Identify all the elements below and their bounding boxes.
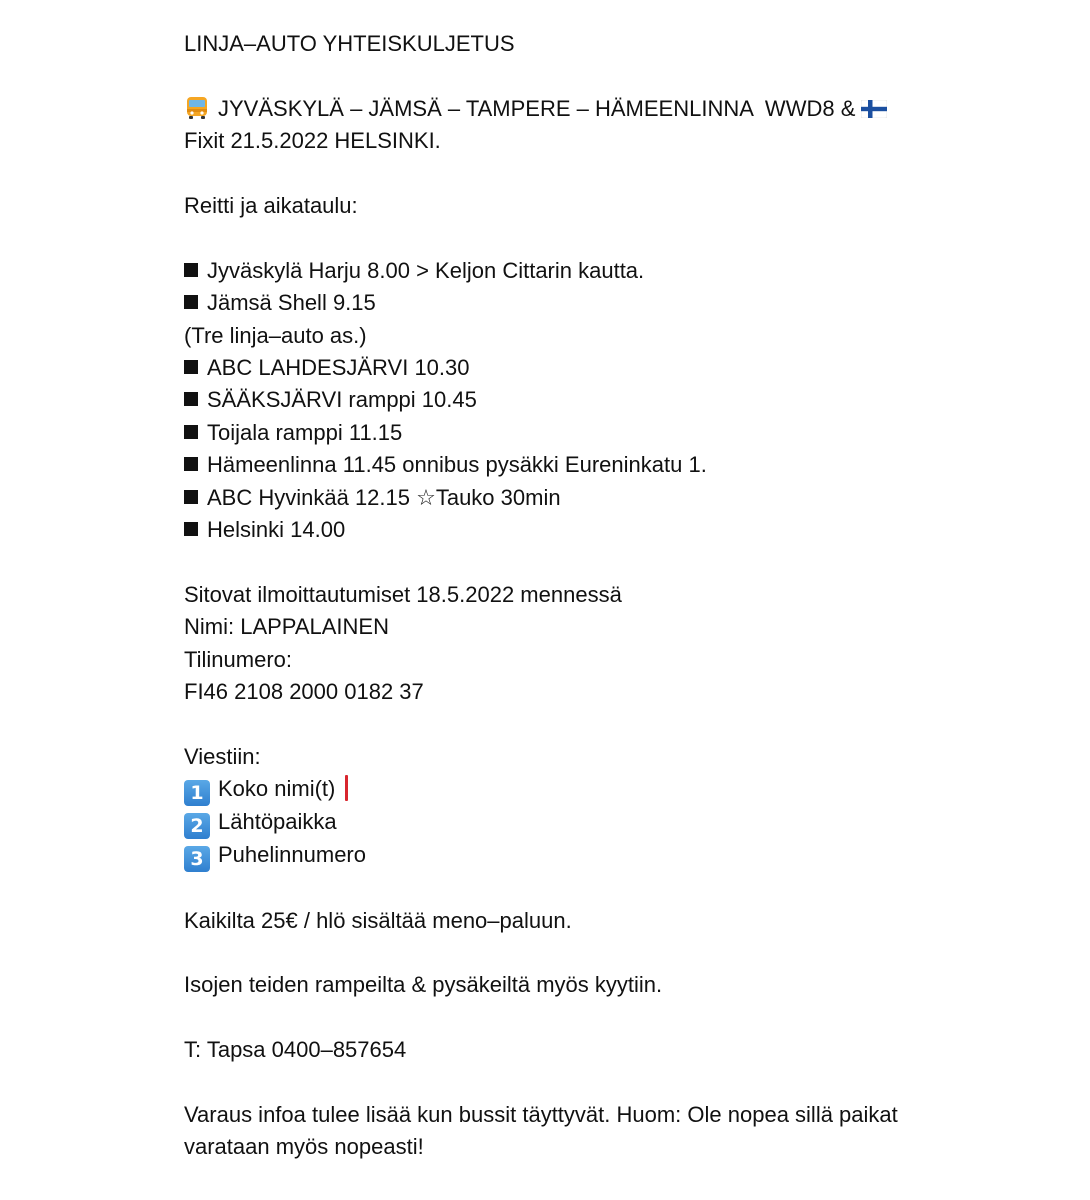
schedule-item [184, 255, 1050, 287]
route-header-line2: Fixit 21.5.2022 HELSINKI. [184, 128, 441, 154]
account-number: FI46 2108 2000 0182 37 [184, 679, 424, 705]
square-bullet-icon [184, 263, 198, 277]
schedule-item [184, 514, 1050, 546]
spacer [184, 872, 1050, 904]
schedule-item-text: Toijala ramppi 11.15 [207, 419, 403, 445]
spacer [184, 546, 1050, 578]
message-item-text: Lähtöpaikka [218, 809, 337, 835]
schedule-item-text: Hämeenlinna 11.45 onnibus pysäkki Eureninkatu 1. [207, 452, 707, 478]
price-note: Kaikilta 25€ / hlö sisältää meno–paluun. [184, 907, 572, 933]
schedule-item-text: Helsinki 14.00 [207, 517, 346, 543]
finland-flag-icon [861, 95, 887, 113]
keycap-1-icon: 1 [184, 780, 210, 806]
schedule-item [184, 384, 1050, 416]
square-bullet-icon [184, 457, 198, 471]
schedule-item [184, 482, 1050, 514]
message-heading: Viestiin: [184, 743, 261, 769]
keycap-2-icon: 2 [184, 813, 210, 839]
square-bullet-icon [184, 295, 198, 309]
square-bullet-icon [184, 522, 198, 536]
schedule-item [184, 287, 1050, 319]
square-bullet-icon [184, 425, 198, 439]
spacer [184, 1002, 1050, 1034]
account-label: Tilinumero: [184, 646, 292, 672]
spacer [184, 1067, 1050, 1099]
text-cursor [345, 775, 348, 801]
pickup-note: Isojen teiden rampeilta & pysäkeiltä myös kyytiin. [184, 972, 663, 998]
registration-deadline: Sitovat ilmoittautumiset 18.5.2022 mennessä [184, 581, 622, 607]
spacer [184, 60, 1050, 92]
route-header-line1 [184, 93, 1050, 125]
schedule-item-text: ABC LAHDESJÄRVI 10.30 [207, 355, 470, 381]
bus-icon [184, 95, 210, 121]
keycap-3-icon: 3 [184, 846, 210, 872]
square-bullet-icon [184, 392, 198, 406]
message-item-2 [184, 806, 1050, 839]
schedule-item [184, 417, 1050, 449]
schedule-item-text: SÄÄKSJÄRVI ramppi 10.45 [207, 387, 477, 413]
square-bullet-icon [184, 490, 198, 504]
schedule-list [184, 255, 1050, 547]
schedule-item [184, 449, 1050, 481]
message-item-text: Koko nimi(t) [218, 776, 336, 802]
spacer [184, 222, 1050, 254]
schedule-item-text: Jyväskylä Harju 8.00 > Keljon Cittarin kautta. [207, 257, 645, 283]
footer-note: Varaus infoa tulee lisää kun bussit täyttyvät. Huom: Ole nopea sillä paikat varataan myös nopeasti! [184, 1102, 898, 1160]
spacer [184, 708, 1050, 740]
schedule-item-text: (Tre linja–auto as.) [184, 322, 367, 348]
spacer [184, 158, 1050, 190]
schedule-item [184, 352, 1050, 384]
registration-name: Nimi: LAPPALAINEN [184, 614, 389, 640]
message-item-1 [184, 773, 1050, 806]
schedule-item-text: ABC Hyvinkää 12.15 ☆Tauko 30min [207, 484, 561, 510]
route-header-text: JYVÄSKYLÄ – JÄMSÄ – TAMPERE – HÄMEENLINNA WWD8 & [218, 95, 856, 121]
spacer [184, 937, 1050, 969]
schedule-item [184, 320, 1050, 352]
message-item-text: Puhelinnumero [218, 842, 366, 868]
contact-line: T: Tapsa 0400–857654 [184, 1037, 407, 1063]
message-item-3 [184, 839, 1050, 872]
schedule-heading: Reitti ja aikataulu: [184, 193, 358, 218]
schedule-item-text: Jämsä Shell 9.15 [207, 290, 376, 316]
post-title: LINJA–AUTO YHTEISKULJETUS [184, 31, 515, 56]
square-bullet-icon [184, 360, 198, 374]
